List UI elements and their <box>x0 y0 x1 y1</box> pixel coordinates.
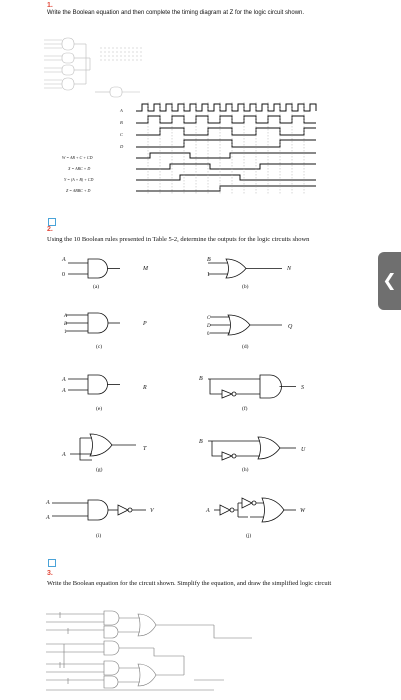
input-label: B <box>199 439 203 445</box>
signal-label: B <box>120 120 123 125</box>
question-1-number: 1. <box>47 2 53 9</box>
question-3-checkbox[interactable] <box>48 559 56 567</box>
input-label: 1 <box>64 330 67 335</box>
signal-label: D <box>120 144 124 149</box>
input-label: D <box>207 324 211 329</box>
equation-z: Z = ABBC + D <box>66 188 91 193</box>
collapse-panel-tab[interactable] <box>378 252 401 310</box>
question-2-text: Using the 10 Boolean rules presented in Table 5-2, determine the outputs for the logic circuits shown <box>47 236 310 243</box>
input-label: 0 <box>62 272 65 278</box>
input-label: B <box>207 257 211 263</box>
question-2-number: 2. <box>47 226 53 233</box>
input-label: A <box>206 508 210 514</box>
circuit-caption: (i) <box>96 533 102 539</box>
circuit-caption: (c) <box>96 344 103 350</box>
equation-y: Y = (A + B) + CD <box>64 177 94 182</box>
signal-label: A <box>120 108 123 113</box>
circuit-caption: (j) <box>246 533 252 539</box>
circuit-caption: (f) <box>242 406 248 412</box>
chevron-left-icon: ❮ <box>382 271 397 291</box>
circuit-caption: (a) <box>93 284 100 290</box>
equation-w: W = AB + C + CD <box>62 155 93 160</box>
input-label: C <box>207 316 211 321</box>
input-label: B <box>199 376 203 382</box>
question-2-checkbox[interactable] <box>48 218 56 226</box>
circuit-caption: (g) <box>96 467 103 473</box>
output-label: N <box>287 266 292 272</box>
output-label: S <box>301 385 304 391</box>
input-label: B <box>64 322 68 327</box>
question-1-text: Write the Boolean equation and then complete the timing diagram at Z for the logic circuit shown. <box>47 10 305 16</box>
output-label: R <box>143 385 147 391</box>
circuit-caption: (h) <box>242 467 249 473</box>
question-3-number: 3. <box>47 570 53 577</box>
circuit-caption: (e) <box>96 406 103 412</box>
input-label: A <box>64 314 68 319</box>
circuit-caption: (d) <box>242 344 249 350</box>
output-label: V <box>150 508 154 514</box>
equation-x: X = ABC + D <box>68 166 91 171</box>
input-label: A <box>62 388 66 394</box>
input-label: A <box>46 515 50 521</box>
output-label: W <box>300 508 305 514</box>
input-label: A <box>46 500 50 506</box>
output-label: T <box>143 446 147 452</box>
question-2-circuits <box>46 254 340 544</box>
input-label: A <box>62 452 66 458</box>
question-3-text: Write the Boolean equation for the circuit shown. Simplify the equation, and draw the simplified logic circuit <box>47 580 332 587</box>
question-1-circuit-figure <box>40 36 150 106</box>
output-label: P <box>143 321 147 327</box>
circuit-caption: (b) <box>242 284 249 290</box>
output-label: U <box>301 447 306 453</box>
signal-label: C <box>120 132 124 137</box>
input-label: A <box>62 377 66 383</box>
question-3-circuit <box>44 608 254 698</box>
output-label: M <box>143 266 148 272</box>
input-label: A <box>62 257 66 263</box>
input-label: 1 <box>207 272 210 278</box>
output-label: Q <box>288 324 293 330</box>
input-label: 0 <box>207 332 210 337</box>
question-1-timing-diagram <box>60 100 330 196</box>
